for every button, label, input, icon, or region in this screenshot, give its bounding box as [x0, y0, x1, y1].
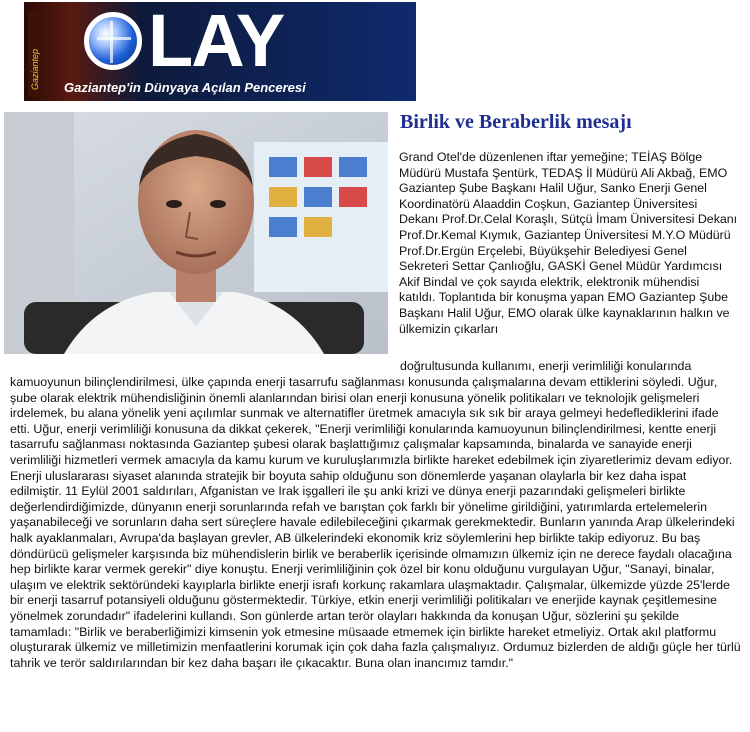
svg-text:Gaziantep: Gaziantep — [30, 48, 40, 90]
masthead-slogan: Gaziantep'in Dünyaya Açılan Penceresi — [64, 80, 306, 95]
portrait-image — [4, 112, 388, 354]
logo-text: LAY — [148, 2, 284, 82]
article-transition-line: doğrultusunda kullanımı, enerji verimliliği konularında — [400, 359, 692, 373]
article-intro — [399, 150, 739, 337]
intro-paragraph: Grand Otel'de düzenlenen iftar yemeğine; TEİAŞ Bölge Müdürü Mustafa Şentürk, TEDAŞ İl Müdürü Ali Akbağ, EMO Gaziantep Şube Başkanı Halil Uğur, Sanko Enerji Genel Koordinatörü Alaaddin Coşkun, Gaziantep Üniversitesi Dekanı Prof.Dr.Celal Koraşlı, Sütçü İmam Üniversitesi Dekanı Prof.Dr.Kemal Kıymık, Gaziantep Üniversitesi M.Y.O Müdürü Prof.Dr.Ergün Erçelebi, Büyükşehir Belediyesi Genel Sekreteri Settar Çanlıoğlu, GASKİ Genel Müdür Yardımcısı Akif Bindal ve çok sayıda elektrik, elektronik mühendisi katıldı. Toplantıda bir konuşma yapan EMO Gaziantep Şube Başkanı Halil Uğur, EMO olarak ülke kaynaklarının halkın ve ülkemizin çıkarları — [399, 150, 738, 336]
body-paragraph: kamuoyunun bilinçlendirilmesi, ülke çapında enerji tasarrufu sağlanması konusunda çalışmalarına devam ettiklerini söyledi. Uğur, şube olarak elektrik mühendisliğinin önemli alanlarından birisi olan enerji konusuna yönelik politikaları ve teknolojik gelişmeleri irdelemek, bu alana yönelik yeni açılımlar sunmak ve alternatifler üretmek amacıyla sık sık bir araya gelmeyi hedeflediklerini ifade etti. Uğur, enerji verimliliği konusuna da dikkat çekerek, "Enerji verimliliği konularında kamuoyunun bilinçlendirilmesi, kentte enerji tasarrufu sağlanması noktasında Gaziantep şubesi olarak başlattığımız çalışmalar kapsamında, binalarda ve sanayide enerji verimliliği hizmetleri vermek amacıyla da kamu kurum ve kuruluşlarımızla birlikte hareket edebilmek için ziyaretlerimiz devam ediyor. Enerji uluslararası siyaset alanında stratejik bir boyuta sahip olduğunu son dönemlerde yaşanan olaylarla bir kez daha ispat edilmiştir. 11 Eylül 2001 saldırıları, Afganistan ve Irak işgalleri ile şu anki krizi ve dünya enerji pazarındaki gelişmeleri birlikte değerlendirdiğimizde, dünyanın enerji sorunlarında refah ve barıştan çok farklı bir yönelime girildiğini, yatırımlarda ertelemelerin yaşanabileceği ve sorunların daha sert süreçlere havale edilebileceğini çıkarmak gerekmektedir. Bunların yanında Arap ülkelerindeki halk ayaklanmaları, Avrupa'da başlayan grevler, AB ülkelerindeki ekonomik kriz söylemlerini hep birlikte takip ediyoruz. Bu baş döndürücü gelişmeler karşısında biz mühendislerin birlik ve beraberlik içerisinde olmamızın ülkemiz için ne derece faydalı olacağına hep birlikte karar vermek gerekir" diye konuştu. Enerji verimliliğinin çok özel bir konu olduğunu vurgulayan Uğur, "Sanayi, binalar, ulaşım ve elektrik sektöründeki kayıplarla birlikte enerji israfı korkunç rakamlara ulaşmaktadır. Çalışmalar, ülkemizde yüzde 25'lerde bir enerji tasarruf potansiyeli olduğunu göstermektedir. Türkiye, etkin enerji verimliliği politikaları ve enerjide kaynak çeşitlemesine yönelmek zorundadır" ifadelerini kullandı. Son günlerde artan terör olayları hakkında da konuşan Uğur, sözlerini şu şekilde tamamladı: "Birlik ve beraberliğimizi kimsenin yok etmesine müsaade etmemek için birlikte hareket etmeliyiz. Ortak akıl platformu oluşturarak ülkemiz ve milletimizin menfaatlerini korumak için çok daha fazla çalışmalıyız. Ordumuz bizlerden de aldığı güçle her türlü tahrik ve terör saldırılarından bir kez daha başarı ile çıkacaktır. Buna olan inancımız tamdır." — [10, 375, 741, 670]
masthead-side-logo — [28, 10, 42, 96]
article-photo — [4, 112, 388, 354]
masthead-banner[interactable] — [24, 2, 416, 101]
article-title: Birlik ve Beraberlik mesajı — [400, 111, 632, 133]
globe-icon — [84, 12, 142, 70]
olay-logo — [84, 2, 284, 82]
article-body — [10, 375, 741, 671]
